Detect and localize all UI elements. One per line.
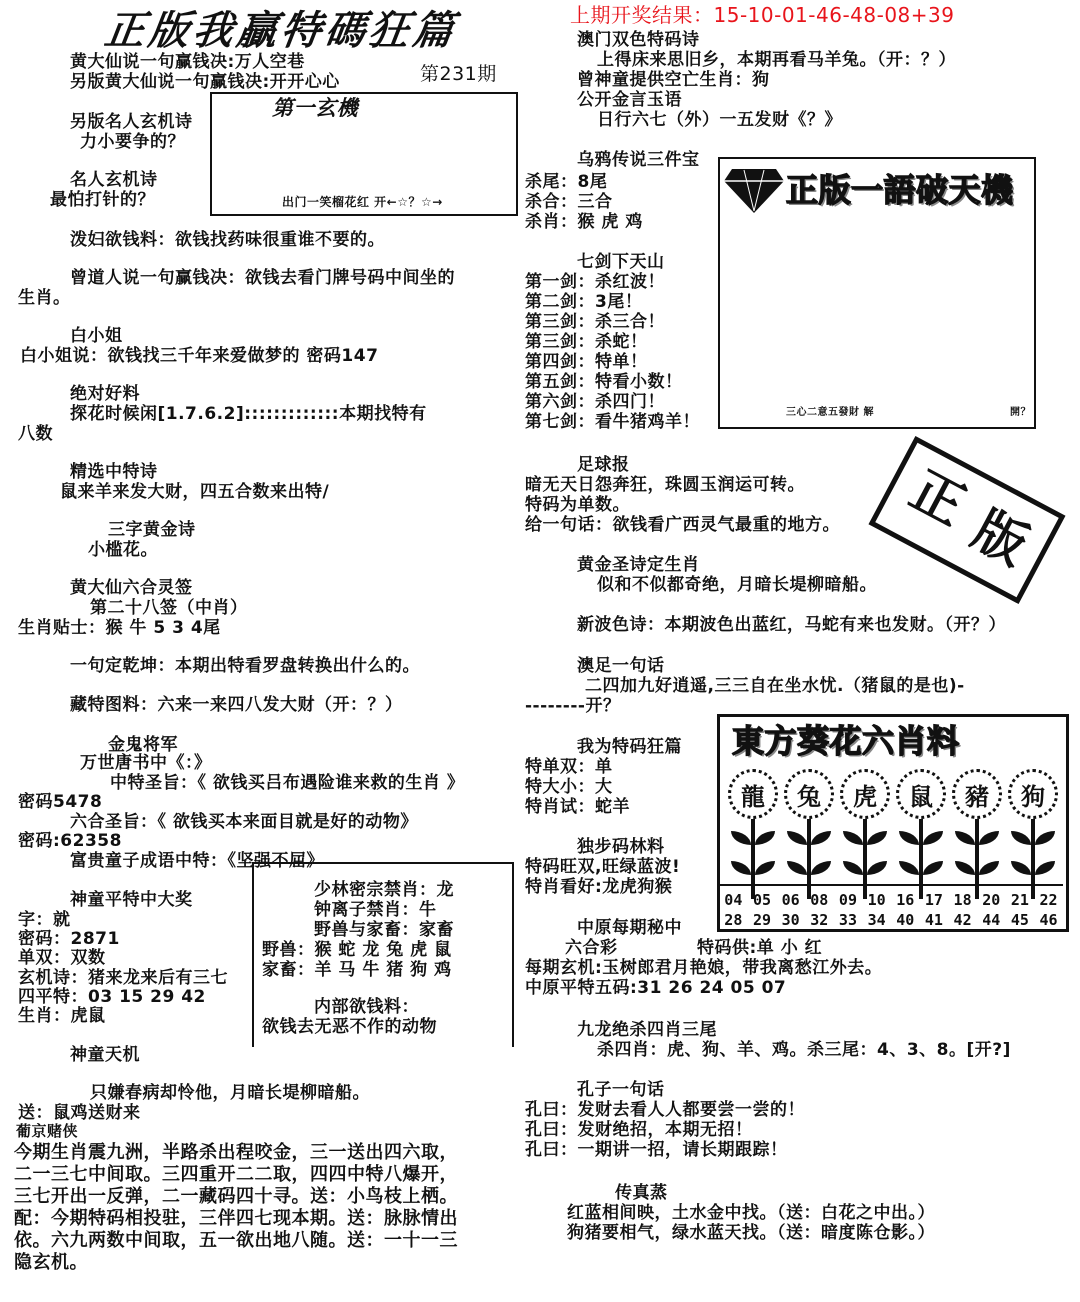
dragon-line: 杀四肖：虎、狗、羊、鸡。杀三尾：4、3、8。[开?] [597,1040,1011,1060]
alt-wong-tai-sin-line: 另版黄大仙说一句赢钱决:开开心心 [70,72,340,92]
zeng-line-2: 生肖。 [18,288,71,308]
number-cell: 06 [781,891,800,909]
zeng-kid-line: 曾神童提供空亡生肖：狗 [577,70,770,90]
ghost-line-5: 密码:62358 [18,831,122,851]
number-cell: 10 [867,891,886,909]
sunflower-leaf [867,861,887,875]
zy-title: 中原每期秘中 [577,918,682,938]
box2-line: 少林密宗禁肖：龙 [314,880,454,900]
sunflower-leaf [755,861,775,875]
sky-title: 神童天机 [70,1045,140,1065]
sunflower-leaf [1011,831,1031,845]
first-mystery-footer: 出门一笑榴花红 开←☆？☆→ [282,195,443,209]
zy-line-2: 中原平特五码:31 26 24 05 07 [525,978,787,998]
good-line-1: 探花时候闲[1.7.6.2]:::::::::::::本期找特有 [70,404,427,424]
sword-line: 第三剑：杀三合！ [525,312,665,332]
wave-line: 新波色诗：本期波色出蓝红，马蛇有来也发财。（开？） [577,615,1006,635]
number-cell: 32 [810,911,829,929]
sunflower-zodiac: 狗 [1008,769,1058,819]
gambler-line: 依。六九两数中间取，五一欲出地八随。送：一十一三 [14,1230,458,1251]
sunflower-leaf [899,831,919,845]
ghost-line-1: 万世唐书中《：》 [80,753,212,773]
pick-title: 精选中特诗 [70,462,158,482]
box2-line: 家畜：羊 马 牛 猪 狗 鸡 [262,960,452,980]
football-line: 给一句话：欲钱看广西灵气最重的地方。 [525,515,840,535]
aozu-title: 澳足一句话 [577,656,665,676]
sunflower-leaf [923,831,943,845]
number-cell: 40 [896,911,915,929]
one-line: 一句定乾坤：本期出特看罗盘转换出什么的。 [70,656,420,676]
pick-line: 鼠来羊来发大财，四五合数来出特/ [60,482,330,502]
alt-poem: 力小要争的？ [80,132,185,152]
one-word-answer: 開？ [1010,407,1031,418]
solo-line: 特肖看好:龙虎狗猴 [525,877,673,897]
sunflower-zodiac: 虎 [840,769,890,819]
stamp-char: 版 [963,500,1038,578]
hide-line: 藏特图料：六来一来四八发大财（开：？） [70,695,403,715]
sword-line: 第七剑：看牛猪鸡羊！ [525,412,700,432]
number-cell: 28 [724,911,743,929]
crow-line: 杀肖：猴 虎 鸡 [525,212,643,232]
send-line: 送：鼠鸡送财来 [18,1103,141,1123]
sunflower-leaf [1035,831,1055,845]
gold-title: 公开金言玉语 [577,90,682,110]
kong-line: 孔曰：一期讲一招，请长期跟踪！ [525,1140,788,1160]
number-cell: 18 [953,891,972,909]
sunflower-leaf [731,831,751,845]
good-title: 绝对好料 [70,384,140,404]
sunflower-zodiac: 鼠 [896,769,946,819]
sunflower-leaf [923,861,943,875]
sword-title: 七剑下天山 [577,252,665,272]
mad-line: 特单双：单 [525,757,613,777]
kong-line: 孔曰：发财绝招，本期无招！ [525,1120,753,1140]
kid-line: 生肖：虎鼠 [18,1006,106,1026]
number-cell: 34 [867,911,886,929]
zy-special: 特码供:单 小 红 [697,938,823,958]
sunflower-leaf [843,831,863,845]
number-cell: 05 [752,891,772,909]
number-cell: 44 [982,911,1001,929]
macau-line: 上得床来思旧乡，本期再看马羊兔。（开：？） [597,50,956,70]
number-cell: 30 [781,911,800,929]
solo-line: 特码旺双,旺绿蓝波! [525,857,681,877]
sunflower-leaf [755,831,775,845]
poem: 最怕打针的？ [50,190,155,210]
one-word-footer: 三心二意五發財 解 [786,407,874,418]
sunflower-leaf [979,831,999,845]
number-cell: 46 [1039,911,1058,929]
crow-line: 杀尾：8尾 [525,172,608,192]
kid-line: 单双：双数 [18,948,106,968]
fax-line: 狗猪要相气，绿水蓝天找。（送：暗度陈仓影。） [567,1223,935,1243]
football-line: 特码为单数。 [525,495,630,515]
number-cell: 04 [724,891,743,909]
sunflower-leaf [867,831,887,845]
number-cell: 33 [838,911,857,929]
fax-line: 红蓝相间映，土水金中找。（送：白花之中出。） [567,1203,935,1223]
football-line: 暗无天日怨奔狂，珠圆玉润运可转。 [525,475,805,495]
number-row [719,910,1063,930]
sunflower-zodiac: 龍 [728,769,778,819]
crow-title: 乌鸦传说三件宝 [577,150,700,170]
three-title: 三字黄金诗 [108,520,196,540]
gambler-line: 配：今期特码相投驻，三伴四七现本期。送：脉脉情出 [14,1208,458,1229]
number-grid [719,884,1063,930]
wong-tai-sin-line: 黄大仙说一句赢钱决:万人空巷 [70,52,305,72]
diamond-icon [724,167,784,213]
kid-line: 密码：2871 [18,929,120,949]
sunflower-leaf [1035,861,1055,875]
number-cell: 16 [896,891,915,909]
box2-line: 钟离子禁肖：牛 [314,900,437,920]
sword-line: 第四剑：特单！ [525,352,648,372]
aozu-line-1: 二四加九好逍遥,三三自在坐水忧.（猪鼠的是也)- [585,676,965,696]
number-cell: 45 [1010,911,1029,929]
golden-title: 黄金圣诗定生肖 [577,555,700,575]
number-cell: 42 [953,911,972,929]
one-word-box [718,157,1036,429]
crow-line: 杀合：三合 [525,192,613,212]
number-cell: 21 [1010,891,1029,909]
box2-line: 欲钱去无恶不作的动物 [262,1017,437,1037]
banned-zodiac-box [252,862,514,1047]
kid-line: 字：就 [18,910,71,930]
kid-line: 四平特：03 15 29 42 [18,987,206,1007]
lot-line-1: 第二十八签（中肖） [90,598,248,618]
sunflower-leaf [731,861,751,875]
gambler-line: 三七开出一反弹，二一藏码四十寻。送：小鸟枝上栖。 [14,1186,458,1207]
gambler-line: 今期生肖震九洲，半路杀出程咬金，三一送出四六取， [14,1142,458,1163]
sword-line: 第一剑：杀红波！ [525,272,665,292]
lot-line-2: 生肖贴士：猴 牛 5 3 4尾 [18,618,221,638]
kong-title: 孔子一句话 [577,1080,665,1100]
aozu-line-2: --------开？ [525,696,621,716]
sunflower-leaf [979,861,999,875]
issue-number: 第231期 [420,63,497,85]
number-cell: 20 [982,891,1001,909]
macau-title: 澳门双色特码诗 [577,30,700,50]
lot-title: 黄大仙六合灵签 [70,578,193,598]
golden-line: 似和不似都奇绝，月暗长堤柳暗船。 [597,575,877,595]
ghost-line-6: 富贵童子成语中特：《坚强不屈》 [70,851,324,871]
kid-line: 玄机诗：猪来龙来后有三七 [18,968,228,988]
gold-line: 日行六七（外）一五发财《？》 [597,110,842,130]
bai-line: 白小姐说：欲钱找三千年来爱做梦的 密码147 [20,346,379,366]
number-row [719,890,1063,910]
zeng-line-1: 曾道人说一句赢钱决：欲钱去看门牌号码中间坐的 [70,268,455,288]
box2-line: 内部欲钱料： [314,997,419,1017]
good-line-2: 八数 [18,424,53,444]
sunflower-leaf [1011,861,1031,875]
one-word-title: 正版一語破天機 [786,171,1014,209]
sunflower-title: 東方葵花六肖料 [732,722,960,760]
sunflower-zodiac: 兔 [784,769,834,819]
bai-title: 白小姐 [70,326,123,346]
number-cell: 08 [810,891,829,909]
kid-title: 神童平特中大奖 [70,890,193,910]
zy-lhc: 六合彩 [565,938,618,958]
ghost-line-4: 六合圣旨：《 欲钱买本来面目就是好的动物》 [70,812,418,832]
sunflower-leaf [899,861,919,875]
sunflower-leaf [955,861,975,875]
sword-line: 第二剑：3尾！ [525,292,643,312]
mad-line: 特大小：大 [525,777,613,797]
number-cell: 09 [838,891,857,909]
three-line: 小槛花。 [88,540,158,560]
ghost-line-3: 密码5478 [18,792,103,812]
last-draw-result: 上期开奖结果：15-10-01-46-48-08+39 [570,3,955,27]
alt-poem-title: 另版名人玄机诗 [70,112,193,132]
ghost-line-2: 中特圣旨：《 欲钱买吕布遇险谁来救的生肖 》 [110,773,465,793]
stamp-char: 正 [900,459,975,538]
sword-line: 第六剑：杀四门！ [525,392,665,412]
genuine-stamp [868,436,1065,604]
dragon-title: 九龙绝杀四肖三尾 [577,1020,717,1040]
sunflower-leaf [843,861,863,875]
sunflower-leaf [955,831,975,845]
sunflower-leaf [787,831,807,845]
sunflower-leaf [811,831,831,845]
shrew-line: 泼妇欲钱料：欲钱找药味很重谁不要的。 [70,230,385,250]
number-cell: 41 [924,911,943,929]
number-cell: 22 [1039,891,1058,909]
ghost-title: 金鬼将军 [108,735,178,755]
mad-line: 特肖试：蛇羊 [525,797,630,817]
sky-line: 只嫌春病却怜他，月暗长堤柳暗船。 [90,1083,370,1103]
box2-line: 野兽：猴 蛇 龙 兔 虎 鼠 [262,940,452,960]
number-cell: 29 [752,911,772,929]
kong-line: 孔曰：发财去看人人都要尝一尝的！ [525,1100,805,1120]
gambler-line: 隐玄机。 [14,1252,88,1273]
number-cell: 17 [924,891,943,909]
sunflower-leaf [811,861,831,875]
sunflower-leaf [787,861,807,875]
zy-line-1: 每期玄机:玉树郎君月艳娘，带我离愁江外去。 [525,958,883,978]
first-mystery-box [210,92,518,216]
sword-line: 第五剑：特看小数！ [525,372,683,392]
poem-title: 名人玄机诗 [70,170,158,190]
fax-title: 传真蒸 [615,1183,668,1203]
sunflower-zodiac: 豬 [952,769,1002,819]
mad-title: 我为特码狂篇 [577,737,682,757]
football-title: 足球报 [577,455,630,475]
box2-line: 野兽与家畜：家畜 [314,920,454,940]
solo-title: 独步码林料 [577,837,665,857]
gambler-title: 葡京赌侠 [16,1122,79,1140]
gambler-line: 二一三七中间取。三四重开二二取，四四中特八爆开， [14,1164,458,1185]
sword-line: 第三剑：杀蛇！ [525,332,648,352]
first-mystery-title: 第一玄機 [272,96,358,120]
page-title: 正版我贏特碼狂篇 [101,8,461,54]
